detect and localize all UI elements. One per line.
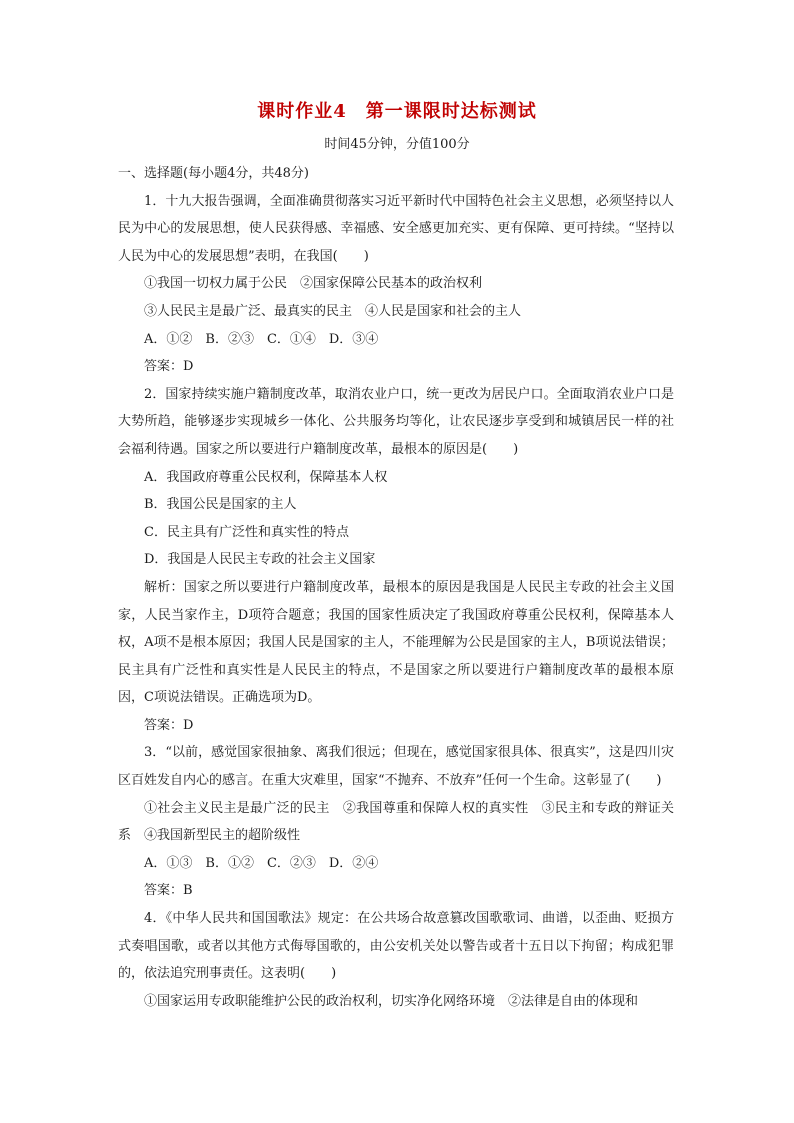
question-2-option-d: D．我国是人民民主专政的社会主义国家	[144, 552, 376, 568]
question-1-statements-1: ①我国一切权力属于公民 ②国家保障公民基本的政治权利	[144, 276, 483, 292]
time-and-score: 时间45分钟，分值100分	[324, 137, 470, 152]
question-3-statements: ①社会主义民主是最广泛的民主 ②我国尊重和保障人权的真实性 ③民主和专政的辩证关系 ④我国新型民主的超阶级性	[118, 800, 674, 844]
page-title: 课时作业4 第一课限时达标测试	[257, 101, 537, 122]
question-2-answer: 答案：D	[144, 717, 194, 733]
question-4-statements: ①国家运用专政职能维护公民的政治权利，切实净化网络环境 ②法律是自由的体现和	[144, 993, 639, 1009]
question-2-option-c: C．民主具有广泛性和真实性的特点	[144, 524, 349, 540]
question-3-answer: 答案：B	[144, 883, 193, 899]
question-2-analysis: 解析：国家之所以要进行户籍制度改革，最根本的原因是我国是人民民主专政的社会主义国家，人民当家作主，D项符合题意；我国的国家性质决定了我国政府尊重公民权利，保障基本人权，A项不是根本原因；我国人民是国家的主人，不能理解为公民是国家的主人，B项说法错误；民主具有广泛性和真实性是人民民主的特点，不是国家之所以要进行户籍制度改革的最根本原因，C项说法错误。正确选项为D。	[118, 579, 674, 706]
question-1-options: A．①② B．②③ C．①④ D．③④	[144, 331, 379, 347]
question-2-option-b: B．我国公民是国家的主人	[144, 497, 297, 513]
question-content	[118, 160, 674, 1015]
question-1-statements-2: ③人民民主是最广泛、最真实的民主 ④人民是国家和社会的主人	[144, 303, 522, 319]
question-3-options: A．①③ B．①② C．②③ D．②④	[144, 855, 379, 871]
question-2-stem: 2．国家持续实施户籍制度改革，取消农业户口，统一更改为居民户口。全面取消农业户口是大势所趋，能够逐步实现城乡一体化、公共服务均等化，让农民逐步享受到和城镇居民一样的社会福利待遇。国家之所以要进行户籍制度改革，最根本的原因是( )	[118, 386, 674, 457]
question-4-stem: 4．《中华人民共和国国歌法》规定：在公共场合故意篡改国歌歌词、曲谱，以歪曲、贬损方式奏唱国歌，或者以其他方式侮辱国歌的，由公安机关处以警告或者十五日以下拘留；构成犯罪的，依法追究刑事责任。这表明( )	[118, 911, 674, 982]
question-3-stem: 3．“以前，感觉国家很抽象、离我们很远；但现在，感觉国家很具体、很真实”，这是四川灾区百姓发自内心的感言。在重大灾难里，国家“不抛弃、不放弃”任何一个生命。这彰显了( )	[118, 745, 674, 789]
section-heading: 一、选择题(每小题4分，共48分)	[118, 166, 309, 181]
question-1-stem: 1．十九大报告强调，全面准确贯彻落实习近平新时代中国特色社会主义思想，必须坚持以人民为中心的发展思想，使人民获得感、幸福感、安全感更加充实、更有保障、更可持续。“坚持以人民为中心的发展思想”表明，在我国( )	[118, 193, 674, 264]
question-2-option-a: A．我国政府尊重公民权利，保障基本人权	[144, 469, 388, 485]
question-1-answer: 答案：D	[144, 359, 194, 375]
